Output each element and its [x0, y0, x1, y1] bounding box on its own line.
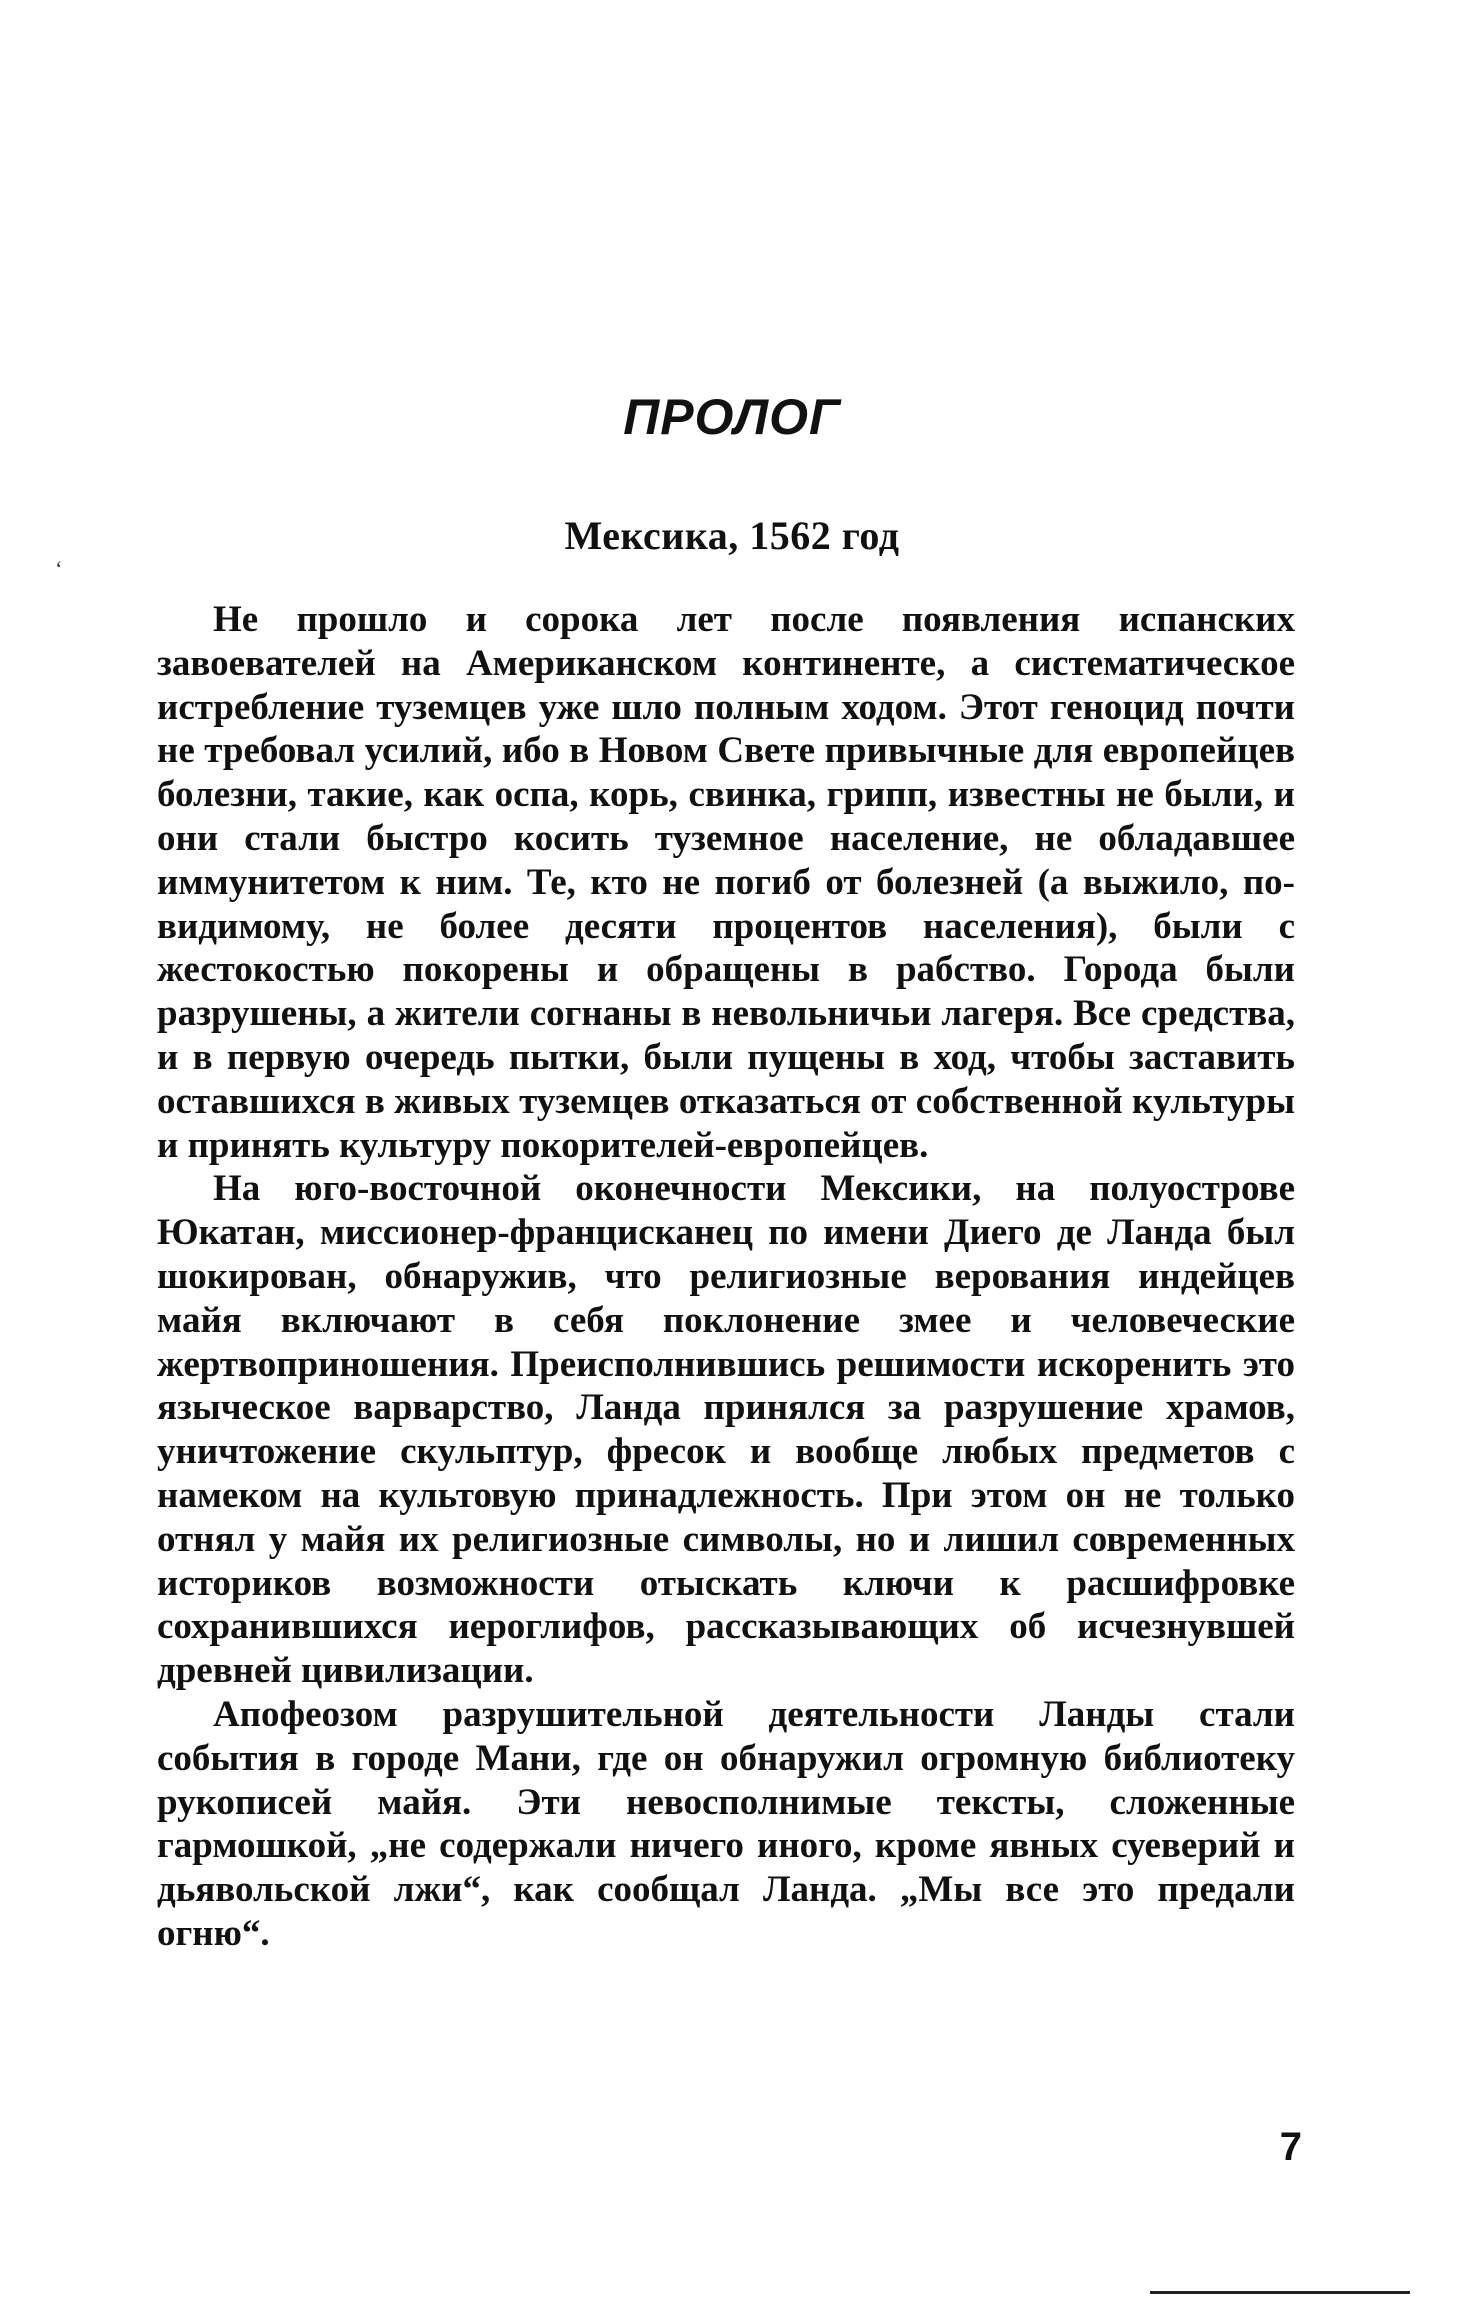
body-text	[157, 598, 1295, 1956]
footer-rule	[1150, 2291, 1410, 2294]
paragraph-1: Не прошло и сорока лет после появления испанских завоевателей на Американском континенте, а систематическое истребление туземцев уже шло полным ходом. Этот геноцид почти не требовал усилий, ибо в Новом Свете привычные для европейцев болезни, такие, как оспа, корь, свинка, грипп, известны не были, и они стали быстро косить туземное население, не обладавшее иммунитетом к ним. Те, кто не погиб от болезней (а выжило, по-видимому, не более десяти процентов населения), были с жестокостью покорены и обращены в рабство. Города были разрушены, а жители согнаны в невольничьи лагеря. Все средства, и в первую очередь пытки, были пущены в ход, чтобы заставить оставшихся в живых туземцев отказаться от собственной культуры и принять культуру покорителей-европейцев.	[157, 599, 1295, 1166]
page-number: 7	[1279, 2125, 1302, 2169]
chapter-subtitle: Мексика, 1562 год	[564, 513, 900, 558]
paragraph-3: Апофеозом разрушительной деятельности Ланды стали события в городе Мани, где он обнаружил огромную библиотеку рукописей майя. Эти невосполнимые тексты, сложенные гармошкой, „не содержали ничего иного, кроме явных суеверий и дьявольской лжи“, как сообщал Ланда. „Мы все это предали огню“.	[157, 1693, 1295, 1954]
paragraph-2: На юго-восточной оконечности Мексики, на полуострове Юкатан, миссионер-францисканец по имени Диего де Ланда был шокирован, обнаружив, что религиозные верования индейцев майя включают в себя поклонение змее и человеческие жертвоприношения. Преисполнившись решимости искоренить это языческое варварство, Ланда принялся за разрушение храмов, уничтожение скульптур, фресок и вообще любых предметов с намеком на культовую принадлежность. При этом он не только отнял у майя их религиозные символы, но и лишил современных историков возможности отыскать ключи к расшифровке сохранившихся иероглифов, рассказывающих об исчезнувшей древней цивилизации.	[157, 1168, 1295, 1692]
scan-mark: ʻ	[54, 556, 62, 581]
chapter-title: ПРОЛОГ	[623, 389, 841, 445]
